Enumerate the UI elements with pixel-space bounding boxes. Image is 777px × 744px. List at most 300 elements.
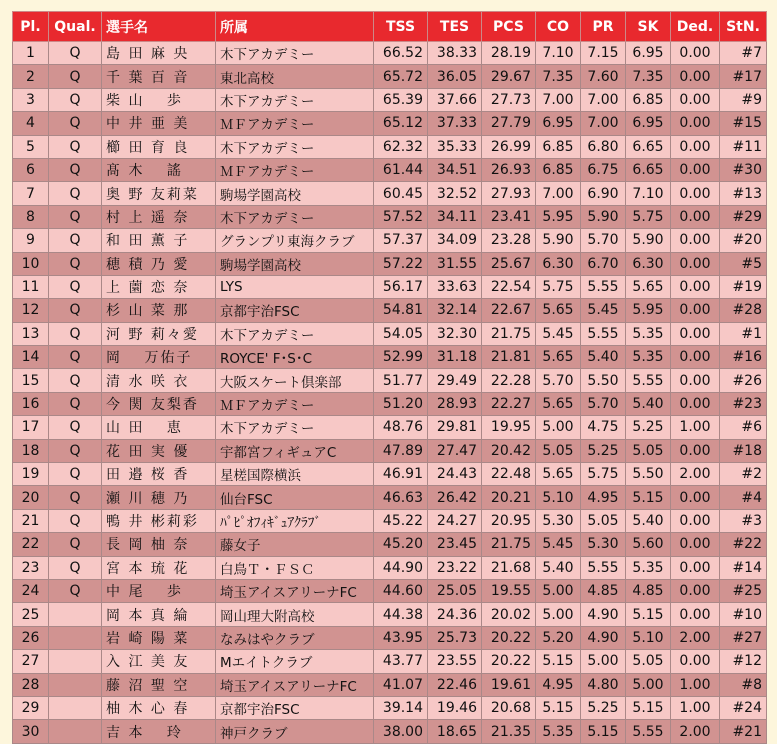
cell-co: 5.95 [536, 205, 581, 228]
cell-pr: 4.75 [581, 416, 626, 439]
cell-qual: Q [49, 533, 102, 556]
cell-pr: 5.15 [581, 720, 626, 743]
cell-start-number: #9 [720, 88, 767, 111]
cell-pcs: 20.22 [482, 626, 536, 649]
cell-skater-name: 柚 木 心 春 [102, 696, 216, 719]
cell-deductions: 0.00 [671, 275, 720, 298]
cell-place: 14 [13, 346, 49, 369]
cell-start-number: #8 [720, 673, 767, 696]
header-qual: Qual. [49, 12, 102, 42]
cell-pcs: 22.54 [482, 275, 536, 298]
cell-tss: 44.90 [374, 556, 428, 579]
cell-club: ＭＦアカデミー [216, 112, 374, 135]
cell-tss: 57.37 [374, 229, 428, 252]
cell-place: 18 [13, 439, 49, 462]
cell-place: 9 [13, 229, 49, 252]
cell-tss: 43.95 [374, 626, 428, 649]
cell-pcs: 23.41 [482, 205, 536, 228]
table-row [13, 533, 767, 556]
cell-sk: 5.15 [626, 696, 671, 719]
cell-deductions: 0.00 [671, 392, 720, 415]
cell-place: 8 [13, 205, 49, 228]
cell-start-number: #23 [720, 392, 767, 415]
cell-start-number: #1 [720, 322, 767, 345]
table-row [13, 463, 767, 486]
cell-start-number: #17 [720, 65, 767, 88]
cell-sk: 5.05 [626, 439, 671, 462]
cell-tes: 23.45 [428, 533, 482, 556]
cell-deductions: 0.00 [671, 252, 720, 275]
cell-pcs: 27.79 [482, 112, 536, 135]
cell-pr: 4.95 [581, 486, 626, 509]
cell-qual: Q [49, 579, 102, 602]
cell-deductions: 0.00 [671, 556, 720, 579]
cell-pr: 7.00 [581, 88, 626, 111]
cell-deductions: 0.00 [671, 205, 720, 228]
cell-sk: 5.10 [626, 626, 671, 649]
cell-place: 26 [13, 626, 49, 649]
table-row [13, 720, 767, 743]
cell-pr: 5.25 [581, 439, 626, 462]
cell-pcs: 21.75 [482, 322, 536, 345]
cell-pr: 4.90 [581, 626, 626, 649]
cell-pr: 6.80 [581, 135, 626, 158]
cell-skater-name: 花 田 実 優 [102, 439, 216, 462]
table-row [13, 579, 767, 602]
cell-qual: Q [49, 182, 102, 205]
cell-co: 5.75 [536, 275, 581, 298]
cell-skater-name: 瀬 川 穂 乃 [102, 486, 216, 509]
cell-club: 京都宇治FSC [216, 696, 374, 719]
cell-deductions: 0.00 [671, 533, 720, 556]
cell-pcs: 21.75 [482, 533, 536, 556]
cell-pcs: 20.21 [482, 486, 536, 509]
cell-deductions: 0.00 [671, 486, 720, 509]
cell-tss: 61.44 [374, 158, 428, 181]
cell-deductions: 0.00 [671, 369, 720, 392]
cell-tes: 34.11 [428, 205, 482, 228]
cell-tes: 36.05 [428, 65, 482, 88]
cell-place: 27 [13, 650, 49, 673]
cell-start-number: #18 [720, 439, 767, 462]
cell-start-number: #24 [720, 696, 767, 719]
cell-tes: 22.46 [428, 673, 482, 696]
header-sk: SK [626, 12, 671, 42]
cell-qual: Q [49, 158, 102, 181]
cell-pr: 7.00 [581, 112, 626, 135]
cell-place: 16 [13, 392, 49, 415]
cell-pcs: 22.48 [482, 463, 536, 486]
cell-qual: Q [49, 346, 102, 369]
cell-club: 神戸クラブ [216, 720, 374, 743]
table-row [13, 205, 767, 228]
cell-deductions: 0.00 [671, 650, 720, 673]
table-row [13, 158, 767, 181]
cell-tss: 54.81 [374, 299, 428, 322]
cell-tss: 56.17 [374, 275, 428, 298]
table-row [13, 392, 767, 415]
cell-place: 17 [13, 416, 49, 439]
cell-tss: 60.45 [374, 182, 428, 205]
header-place: Pl. [13, 12, 49, 42]
cell-co: 5.05 [536, 439, 581, 462]
cell-deductions: 0.00 [671, 346, 720, 369]
cell-pr: 7.15 [581, 42, 626, 65]
cell-pr: 5.45 [581, 299, 626, 322]
cell-start-number: #20 [720, 229, 767, 252]
cell-co: 5.45 [536, 533, 581, 556]
cell-sk: 5.15 [626, 603, 671, 626]
cell-co: 5.65 [536, 463, 581, 486]
cell-tes: 24.27 [428, 509, 482, 532]
header-skater-name: 選手名 [102, 12, 216, 42]
cell-club: 仙台FSC [216, 486, 374, 509]
cell-club: 埼玉アイスアリーナFC [216, 579, 374, 602]
table-row [13, 696, 767, 719]
cell-club: 星槎国際横浜 [216, 463, 374, 486]
cell-skater-name: 柴 山 歩 [102, 88, 216, 111]
cell-skater-name: 岡 本 真 綸 [102, 603, 216, 626]
cell-pr: 6.90 [581, 182, 626, 205]
cell-qual: Q [49, 65, 102, 88]
cell-tes: 38.33 [428, 42, 482, 65]
table-row [13, 556, 767, 579]
cell-co: 7.10 [536, 42, 581, 65]
cell-tss: 38.00 [374, 720, 428, 743]
cell-co: 5.00 [536, 416, 581, 439]
cell-pcs: 20.22 [482, 650, 536, 673]
cell-tss: 52.99 [374, 346, 428, 369]
cell-tes: 31.55 [428, 252, 482, 275]
cell-tes: 34.09 [428, 229, 482, 252]
cell-co: 5.70 [536, 369, 581, 392]
cell-pcs: 21.81 [482, 346, 536, 369]
header-tss: TSS [374, 12, 428, 42]
cell-skater-name: 上 薗 恋 奈 [102, 275, 216, 298]
cell-skater-name: 髙 木 謠 [102, 158, 216, 181]
cell-skater-name: 村 上 遥 奈 [102, 205, 216, 228]
cell-qual: Q [49, 463, 102, 486]
cell-tes: 24.36 [428, 603, 482, 626]
cell-club: ROYCE' F･S･C [216, 346, 374, 369]
cell-start-number: #10 [720, 603, 767, 626]
cell-club: 木下アカデミー [216, 322, 374, 345]
cell-co: 5.00 [536, 603, 581, 626]
cell-tss: 43.77 [374, 650, 428, 673]
cell-deductions: 0.00 [671, 229, 720, 252]
cell-skater-name: 櫛 田 育 良 [102, 135, 216, 158]
cell-club: ＭＦアカデミー [216, 392, 374, 415]
cell-tes: 32.30 [428, 322, 482, 345]
table-row [13, 275, 767, 298]
cell-start-number: #5 [720, 252, 767, 275]
cell-pcs: 27.73 [482, 88, 536, 111]
cell-deductions: 0.00 [671, 603, 720, 626]
cell-skater-name: 河 野 莉々愛 [102, 322, 216, 345]
cell-sk: 5.55 [626, 720, 671, 743]
cell-qual [49, 696, 102, 719]
cell-start-number: #19 [720, 275, 767, 298]
cell-co: 5.30 [536, 509, 581, 532]
cell-tss: 57.52 [374, 205, 428, 228]
cell-tes: 32.14 [428, 299, 482, 322]
cell-skater-name: 千 葉 百 音 [102, 65, 216, 88]
cell-skater-name: 長 岡 柚 奈 [102, 533, 216, 556]
cell-qual: Q [49, 252, 102, 275]
cell-skater-name: 島 田 麻 央 [102, 42, 216, 65]
cell-deductions: 1.00 [671, 673, 720, 696]
cell-skater-name: 穂 積 乃 愛 [102, 252, 216, 275]
cell-pr: 5.30 [581, 533, 626, 556]
table-row [13, 486, 767, 509]
cell-place: 2 [13, 65, 49, 88]
cell-pcs: 25.67 [482, 252, 536, 275]
cell-sk: 6.65 [626, 135, 671, 158]
cell-tes: 25.05 [428, 579, 482, 602]
table-row [13, 509, 767, 532]
cell-place: 19 [13, 463, 49, 486]
cell-sk: 5.00 [626, 673, 671, 696]
cell-co: 6.30 [536, 252, 581, 275]
cell-start-number: #14 [720, 556, 767, 579]
cell-pcs: 22.27 [482, 392, 536, 415]
cell-sk: 5.35 [626, 556, 671, 579]
cell-co: 5.45 [536, 322, 581, 345]
cell-sk: 5.35 [626, 346, 671, 369]
cell-start-number: #15 [720, 112, 767, 135]
cell-start-number: #11 [720, 135, 767, 158]
cell-tes: 29.81 [428, 416, 482, 439]
cell-place: 12 [13, 299, 49, 322]
cell-tes: 23.22 [428, 556, 482, 579]
cell-club: 東北高校 [216, 65, 374, 88]
cell-sk: 6.95 [626, 112, 671, 135]
cell-place: 6 [13, 158, 49, 181]
table-row [13, 252, 767, 275]
cell-tes: 18.65 [428, 720, 482, 743]
cell-pr: 5.25 [581, 696, 626, 719]
cell-qual: Q [49, 416, 102, 439]
cell-qual: Q [49, 556, 102, 579]
cell-tss: 45.22 [374, 509, 428, 532]
cell-start-number: #13 [720, 182, 767, 205]
cell-pcs: 20.95 [482, 509, 536, 532]
table-row [13, 65, 767, 88]
cell-tss: 46.63 [374, 486, 428, 509]
cell-tss: 51.77 [374, 369, 428, 392]
cell-co: 7.00 [536, 88, 581, 111]
cell-qual: Q [49, 486, 102, 509]
cell-pr: 5.55 [581, 556, 626, 579]
cell-tes: 25.73 [428, 626, 482, 649]
table-row [13, 439, 767, 462]
cell-qual: Q [49, 205, 102, 228]
cell-co: 6.85 [536, 135, 581, 158]
cell-co: 4.95 [536, 673, 581, 696]
cell-pcs: 19.95 [482, 416, 536, 439]
cell-start-number: #7 [720, 42, 767, 65]
cell-club: ＭＦアカデミー [216, 158, 374, 181]
cell-sk: 6.65 [626, 158, 671, 181]
cell-deductions: 0.00 [671, 135, 720, 158]
cell-tss: 46.91 [374, 463, 428, 486]
cell-pcs: 29.67 [482, 65, 536, 88]
cell-pcs: 21.35 [482, 720, 536, 743]
cell-pcs: 20.02 [482, 603, 536, 626]
cell-pr: 5.00 [581, 650, 626, 673]
cell-qual: Q [49, 322, 102, 345]
cell-deductions: 2.00 [671, 626, 720, 649]
cell-deductions: 0.00 [671, 88, 720, 111]
cell-qual: Q [49, 112, 102, 135]
cell-skater-name: 今 関 友梨香 [102, 392, 216, 415]
cell-sk: 5.55 [626, 369, 671, 392]
cell-pcs: 20.42 [482, 439, 536, 462]
cell-place: 24 [13, 579, 49, 602]
cell-tss: 44.38 [374, 603, 428, 626]
table-row [13, 112, 767, 135]
cell-pr: 5.90 [581, 205, 626, 228]
cell-deductions: 0.00 [671, 112, 720, 135]
results-table [12, 11, 767, 744]
cell-qual: Q [49, 369, 102, 392]
cell-tes: 27.47 [428, 439, 482, 462]
cell-co: 5.10 [536, 486, 581, 509]
cell-pcs: 21.68 [482, 556, 536, 579]
cell-pcs: 26.99 [482, 135, 536, 158]
cell-place: 4 [13, 112, 49, 135]
cell-tss: 62.32 [374, 135, 428, 158]
cell-tss: 45.20 [374, 533, 428, 556]
cell-club: 京都宇治FSC [216, 299, 374, 322]
cell-start-number: #21 [720, 720, 767, 743]
cell-start-number: #27 [720, 626, 767, 649]
cell-co: 5.20 [536, 626, 581, 649]
cell-sk: 7.35 [626, 65, 671, 88]
cell-club: 大阪スケート倶楽部 [216, 369, 374, 392]
cell-tss: 66.52 [374, 42, 428, 65]
cell-pr: 5.75 [581, 463, 626, 486]
cell-club: 藤女子 [216, 533, 374, 556]
cell-co: 5.15 [536, 696, 581, 719]
cell-qual: Q [49, 42, 102, 65]
cell-skater-name: 吉 本 玲 [102, 720, 216, 743]
header-row [13, 12, 767, 42]
cell-pr: 4.90 [581, 603, 626, 626]
cell-deductions: 0.00 [671, 439, 720, 462]
cell-club: 埼玉アイスアリーナFC [216, 673, 374, 696]
table-row [13, 182, 767, 205]
cell-sk: 7.10 [626, 182, 671, 205]
cell-club: 木下アカデミー [216, 88, 374, 111]
cell-co: 5.65 [536, 299, 581, 322]
cell-club: 木下アカデミー [216, 42, 374, 65]
cell-club: ﾊﾟﾋﾟｵﾌｨｷﾞｭｱｸﾗﾌﾞ [216, 509, 374, 532]
cell-qual [49, 603, 102, 626]
cell-qual [49, 673, 102, 696]
cell-co: 5.35 [536, 720, 581, 743]
cell-place: 28 [13, 673, 49, 696]
cell-co: 7.00 [536, 182, 581, 205]
cell-skater-name: 岩 崎 陽 菜 [102, 626, 216, 649]
cell-place: 25 [13, 603, 49, 626]
cell-tes: 19.46 [428, 696, 482, 719]
cell-place: 13 [13, 322, 49, 345]
cell-pr: 5.40 [581, 346, 626, 369]
table-row [13, 346, 767, 369]
table-row [13, 369, 767, 392]
cell-pr: 5.05 [581, 509, 626, 532]
cell-qual: Q [49, 299, 102, 322]
cell-sk: 5.25 [626, 416, 671, 439]
cell-start-number: #29 [720, 205, 767, 228]
cell-qual [49, 650, 102, 673]
cell-skater-name: 鴨 井 彬莉彩 [102, 509, 216, 532]
cell-pr: 5.70 [581, 392, 626, 415]
cell-place: 3 [13, 88, 49, 111]
cell-start-number: #12 [720, 650, 767, 673]
cell-deductions: 0.00 [671, 158, 720, 181]
cell-tss: 51.20 [374, 392, 428, 415]
cell-pcs: 28.19 [482, 42, 536, 65]
cell-co: 5.65 [536, 346, 581, 369]
cell-pr: 5.55 [581, 322, 626, 345]
cell-skater-name: 入 江 美 友 [102, 650, 216, 673]
cell-club: Mエイトクラブ [216, 650, 374, 673]
cell-pr: 5.55 [581, 275, 626, 298]
cell-sk: 5.60 [626, 533, 671, 556]
cell-sk: 5.15 [626, 486, 671, 509]
table-row [13, 299, 767, 322]
cell-tes: 29.49 [428, 369, 482, 392]
cell-sk: 5.95 [626, 299, 671, 322]
cell-pr: 7.60 [581, 65, 626, 88]
cell-co: 5.00 [536, 579, 581, 602]
cell-sk: 5.65 [626, 275, 671, 298]
cell-qual: Q [49, 88, 102, 111]
cell-skater-name: 宮 本 琉 花 [102, 556, 216, 579]
cell-pcs: 22.67 [482, 299, 536, 322]
cell-skater-name: 山 田 恵 [102, 416, 216, 439]
cell-club: グランプリ東海クラブ [216, 229, 374, 252]
cell-pr: 5.70 [581, 229, 626, 252]
cell-co: 6.85 [536, 158, 581, 181]
cell-club: 木下アカデミー [216, 135, 374, 158]
cell-tes: 26.42 [428, 486, 482, 509]
cell-start-number: #2 [720, 463, 767, 486]
cell-skater-name: 杉 山 菜 那 [102, 299, 216, 322]
cell-club: 宇都宮フィギュアC [216, 439, 374, 462]
cell-start-number: #26 [720, 369, 767, 392]
cell-tss: 65.12 [374, 112, 428, 135]
cell-start-number: #25 [720, 579, 767, 602]
cell-co: 7.35 [536, 65, 581, 88]
cell-start-number: #30 [720, 158, 767, 181]
cell-place: 11 [13, 275, 49, 298]
cell-tss: 57.22 [374, 252, 428, 275]
table-row [13, 322, 767, 345]
cell-qual: Q [49, 509, 102, 532]
cell-club: 岡山理大附高校 [216, 603, 374, 626]
cell-tss: 65.39 [374, 88, 428, 111]
cell-deductions: 1.00 [671, 416, 720, 439]
cell-sk: 5.40 [626, 392, 671, 415]
cell-sk: 5.05 [626, 650, 671, 673]
cell-skater-name: 田 邉 桜 香 [102, 463, 216, 486]
cell-tss: 54.05 [374, 322, 428, 345]
cell-skater-name: 和 田 薫 子 [102, 229, 216, 252]
cell-deductions: 0.00 [671, 299, 720, 322]
